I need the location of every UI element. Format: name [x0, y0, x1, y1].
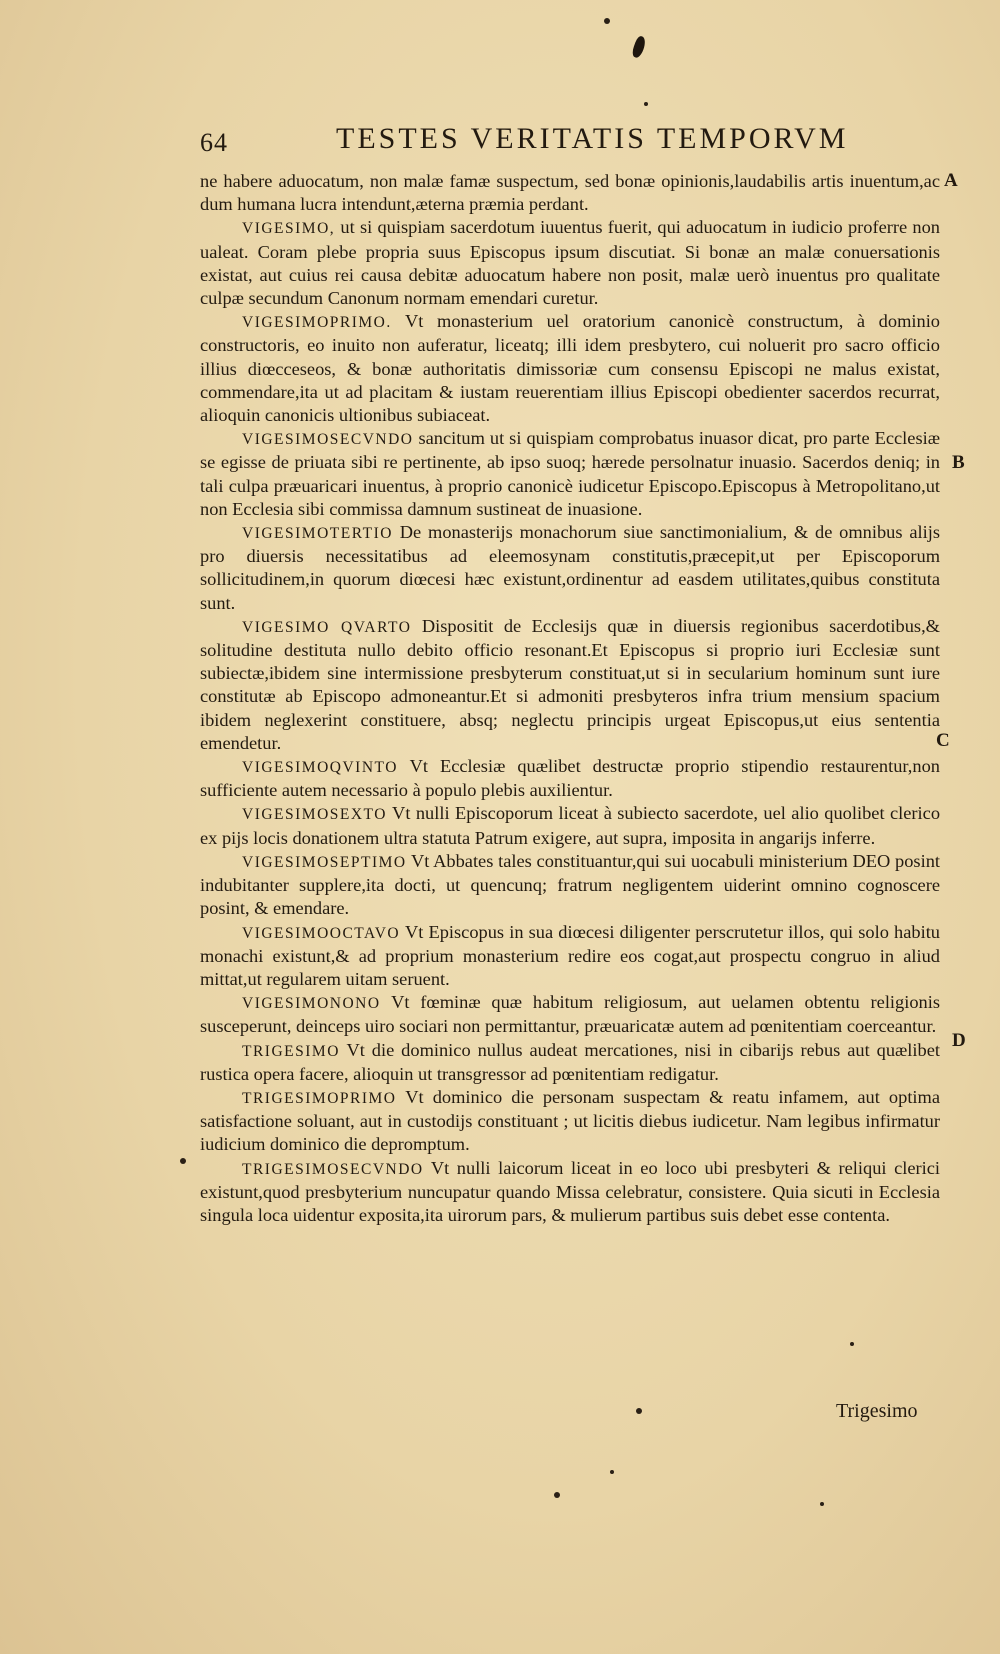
catchword: Trigesimo — [836, 1400, 918, 1422]
paragraph-text: ne habere aduocatum, non malæ famæ suspectum, sed bonæ opinionis,laudabilis artis inuentum,ac dum humana lucra intendunt,æterna præmia perdant. — [200, 171, 940, 215]
paragraph-lead: VIGESIMOQVINTO — [242, 759, 398, 777]
paragraph-lead: VIGESIMOPRIMO. — [242, 314, 392, 332]
paragraph-lead: VIGESIMONONO — [242, 995, 381, 1013]
ink-speck — [180, 1158, 186, 1164]
page-number: 64 — [200, 128, 228, 157]
margin-letter-b: B — [952, 452, 965, 473]
paragraph — [200, 310, 940, 427]
margin-letter-a: A — [944, 170, 958, 191]
paragraph-lead: TRIGESIMOSECVNDO — [242, 1160, 424, 1178]
paragraph — [200, 170, 940, 216]
paragraph-lead: TRIGESIMOPRIMO — [242, 1089, 397, 1107]
paragraph-text: Vt nulli Episcoporum liceat à subiecto sacerdote, uel alio quolibet clerico ex pijs locis donationem ultra statuta Patrum exigere, aut supra, imposita in angarijs inferre. — [200, 803, 941, 848]
paragraph-text: Vt die dominico nullus audeat mercationes, nisi in cibarijs rebus aut quælibet rustica opera facere, alioquin ut transgressor ad pœnitentiam redigatur. — [200, 1039, 940, 1084]
ink-speck — [604, 18, 610, 24]
paragraph-lead: VIGESIMOSEXTO — [242, 806, 387, 824]
page-header — [200, 122, 860, 162]
paragraph-lead: VIGESIMO QVARTO — [242, 618, 412, 636]
paragraph — [200, 991, 940, 1038]
ink-speck — [610, 1470, 614, 1474]
body-text — [200, 170, 940, 1227]
ink-speck — [850, 1342, 854, 1346]
paragraph-text: Vt Ecclesiæ quælibet destructæ proprio stipendio restaurentur,non sufficiente autem necessario à populo plebis auxilientur. — [200, 756, 940, 801]
paragraph — [200, 427, 940, 521]
paragraph-text: Vt monasterium uel oratorium canonicè constructum, à dominio constructoris, eo inuito non auferatur, liceatq; illi idem presbytero, cui noluerit pro sacro officio illius diœcceseos, & bonæ authoritatis dimissoriæ cum consensu Episcopi ne malus existat, commendare,ita ut ad placitam & iustam reuerentiam illius Episcopi obedienter sacerdos recurrat, alioquin canonicis ultionibus subiaceat. — [200, 311, 940, 426]
ink-speck — [820, 1502, 824, 1506]
running-title: TESTES VERITATIS TEMPORVM — [336, 122, 849, 155]
paragraph-text: ut si quispiam sacerdotum iuuentus fuerit, qui aduocatum in iudicio proferre non ualeat. Coram plebe propria suus Episcopus ipsum discutiat. Si bonæ an malæ conuersationis existat, aut cuius rei causa debitæ aduocatum habere non posit, malæ uerò inuentus pro qualitate culpæ secundum Canonum normam emendari curetur. — [200, 217, 940, 309]
paragraph — [200, 850, 940, 921]
paragraph — [200, 521, 940, 615]
paragraph-lead: VIGESIMO, — [242, 220, 336, 238]
paragraph-text: Vt Episcopus in sua diœcesi diligenter perscrutetur illos, qui solo habitu monachi existunt,& ad proprium monasterium redire eos cogat,aut prospectu congruo in aliud mittat,ut regularem uitam seruent. — [200, 921, 940, 989]
paragraph — [200, 755, 940, 802]
paragraph — [200, 802, 940, 849]
paragraph-text: Vt Abbates tales constituantur,qui sui uocabuli ministerium DEO posint indubitanter supplere,ita docti, ut quencunq; fratrum negligentem uiderint omnino cognoscere posint, & emendare. — [200, 850, 941, 919]
paragraph-lead: VIGESIMOOCTAVO — [242, 924, 401, 942]
paragraph-text: sancitum ut si quispiam comprobatus inuasor dicat, pro parte Ecclesiæ se egisse de priuata sibi re pertinente, ab ipso suoq; hærede persolnatur inuasio. Sacerdos deniq; in tali culpa præuaricari inuentus, à proprio canonicè iudicetur Episcopo.Episcopus à Metropolitano,ut non Ecclesia sibi commissa damnum sustineat de inuasione. — [200, 428, 940, 519]
margin-letter-d: D — [952, 1030, 966, 1051]
paragraph — [200, 1086, 940, 1157]
paragraph — [200, 1039, 940, 1086]
paragraph-text: De monasterijs monachorum siue sanctimonialium, & de omnibus alijs pro diuersis necessitatibus ad eleemosynam constitutis,præcepit,ut per Episcoporum sollicitudinem,in quorum diœcesi hæc existunt,ordinentur ad easdem utilitates,quibus constituta sunt. — [200, 522, 940, 613]
ink-speck — [644, 102, 648, 106]
ink-speck — [636, 1408, 642, 1414]
paragraph-lead: VIGESIMOSEPTIMO — [242, 853, 407, 871]
paragraph-lead: VIGESIMOTERTIO — [242, 525, 393, 543]
margin-letter-c: C — [936, 730, 950, 751]
paragraph-text: Vt dominico die personam suspectam & reatu infamem, aut optima satisfactione soluant, aut in custodijs constituant ; ut licitis diebus iudicetur. Nam legibus infirmatur iudicium dominico die depromptum. — [200, 1086, 941, 1155]
paragraph — [200, 615, 940, 755]
paragraph-text: Vt fœminæ quæ habitum religiosum, aut uelamen obtentu religionis susceperunt, deinceps uiro sociari non permittantur, præuaricatæ autem ad pœnitentiam coerceantur. — [200, 992, 941, 1037]
paragraph-text: Dispositit de Ecclesijs quæ in diuersis regionibus sacerdotibus,& solitudine destituta nullo debito officio resonant.Et Episcopus si proprio iuri Ecclesiæ sunt subiectæ,ibidem sine intermissione presbyterum constituat,ut si in secularium hominum sunt iure constitutæ ab Episcopo admoneantur.Et si admoniti presbyteros infra trium mensium spacium ibidem neglexerint constituere, absq; neglectu principis urgeat Episcopus,ut eius sententia emendetur. — [200, 615, 940, 753]
ink-speck — [554, 1492, 560, 1498]
paragraph-text: Vt nulli laicorum liceat in eo loco ubi presbyteri & reliqui clerici existunt,quod presbyterium nuncupatur quando Missa celebratur, consistere. Quia sicuti in Ecclesia singula loca uidentur exposita,ita uirorum pars, & mulierum partibus suis debet esse contenta. — [200, 1157, 941, 1225]
paragraph — [200, 1157, 940, 1228]
paragraph — [200, 921, 940, 992]
paragraph — [200, 216, 940, 310]
paragraph-lead: TRIGESIMO — [242, 1042, 340, 1060]
paragraph-lead: VIGESIMOSECVNDO — [242, 431, 414, 449]
